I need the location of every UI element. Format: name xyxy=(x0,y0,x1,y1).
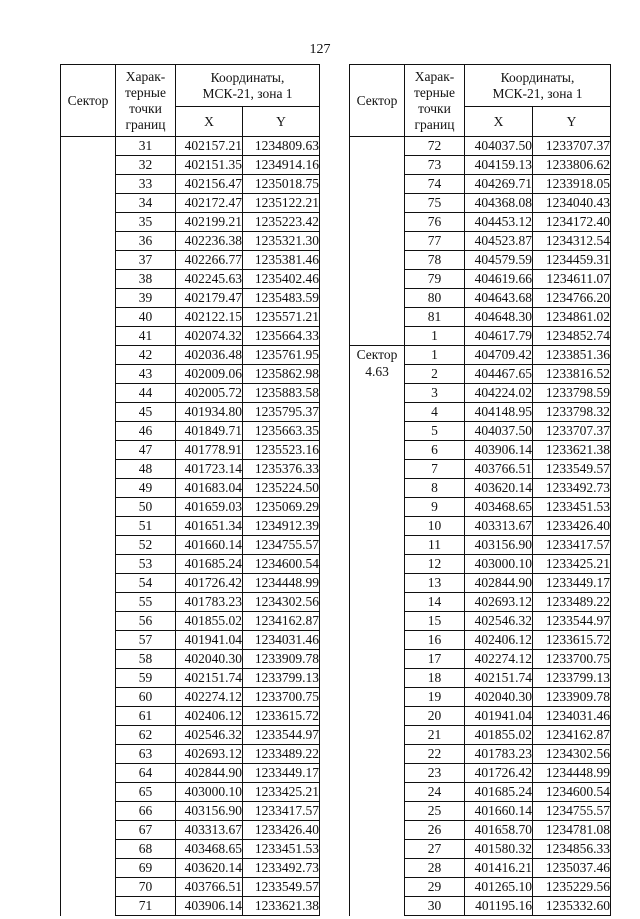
coord-x: 402274.12 xyxy=(176,688,243,707)
coord-x: 401941.04 xyxy=(176,631,243,650)
point-number: 57 xyxy=(116,631,176,650)
header-line: Координаты, xyxy=(500,69,575,85)
header-coordinates xyxy=(176,65,320,107)
coord-x: 402236.38 xyxy=(176,232,243,251)
header-line: точки xyxy=(129,100,162,116)
coord-y: 1233918.05 xyxy=(533,175,611,194)
header-coordinates xyxy=(465,65,611,107)
coord-y: 1235037.46 xyxy=(533,859,611,878)
coord-y: 1233700.75 xyxy=(243,688,320,707)
coord-x: 401941.04 xyxy=(465,707,533,726)
coord-y: 1234781.08 xyxy=(533,821,611,840)
coord-x: 402199.21 xyxy=(176,213,243,232)
header-characteristic-points xyxy=(405,65,465,137)
coord-x: 404159.13 xyxy=(465,156,533,175)
coord-y: 1235862.98 xyxy=(243,365,320,384)
point-number: 19 xyxy=(405,688,465,707)
coord-x: 402844.90 xyxy=(176,764,243,783)
coord-x: 401651.34 xyxy=(176,517,243,536)
coord-y: 1233707.37 xyxy=(533,137,611,156)
coord-y: 1234448.99 xyxy=(243,574,320,593)
sector-cell xyxy=(350,346,405,916)
point-number: 8 xyxy=(405,479,465,498)
coord-x: 403313.67 xyxy=(176,821,243,840)
coord-y: 1233492.73 xyxy=(243,859,320,878)
coord-y: 1233544.97 xyxy=(243,726,320,745)
point-number: 31 xyxy=(116,137,176,156)
coord-y: 1235664.33 xyxy=(243,327,320,346)
coord-y: 1235795.37 xyxy=(243,403,320,422)
header-line: терные xyxy=(125,84,166,100)
coord-y: 1233449.17 xyxy=(243,764,320,783)
coord-x: 401416.21 xyxy=(465,859,533,878)
coord-x: 402156.47 xyxy=(176,175,243,194)
coord-y: 1234912.39 xyxy=(243,517,320,536)
point-number: 72 xyxy=(405,137,465,156)
header-line: Харак- xyxy=(125,68,166,84)
coord-y: 1234040.43 xyxy=(533,194,611,213)
coord-y: 1233798.32 xyxy=(533,403,611,422)
point-number: 36 xyxy=(116,232,176,251)
coord-y: 1233799.13 xyxy=(533,669,611,688)
header-characteristic-points xyxy=(116,65,176,137)
coord-x: 404224.02 xyxy=(465,384,533,403)
coord-y: 1234766.20 xyxy=(533,289,611,308)
coord-y: 1234302.56 xyxy=(243,593,320,612)
coord-y: 1233700.75 xyxy=(533,650,611,669)
header-sector: Сектор xyxy=(61,65,116,137)
point-number: 3 xyxy=(405,384,465,403)
sector-label-line: Сектор xyxy=(356,347,398,362)
table-row xyxy=(350,137,611,156)
point-number: 74 xyxy=(405,175,465,194)
coord-x: 403620.14 xyxy=(176,859,243,878)
coord-x: 403156.90 xyxy=(176,802,243,821)
header-line: МСК-21, зона 1 xyxy=(202,85,293,101)
point-number: 33 xyxy=(116,175,176,194)
header-line: точки xyxy=(418,100,451,116)
coord-x: 402157.21 xyxy=(176,137,243,156)
coord-x: 401659.03 xyxy=(176,498,243,517)
coord-y: 1235223.42 xyxy=(243,213,320,232)
coord-x: 401685.24 xyxy=(176,555,243,574)
coord-y: 1235229.56 xyxy=(533,878,611,897)
coord-y: 1234755.57 xyxy=(243,536,320,555)
coord-x: 401783.23 xyxy=(465,745,533,764)
coord-y: 1233549.57 xyxy=(533,460,611,479)
point-number: 46 xyxy=(116,422,176,441)
coord-x: 402179.47 xyxy=(176,289,243,308)
coord-x: 404148.95 xyxy=(465,403,533,422)
point-number: 32 xyxy=(116,156,176,175)
coord-y: 1233909.78 xyxy=(243,650,320,669)
point-number: 30 xyxy=(405,897,465,916)
header-line: границ xyxy=(414,116,455,132)
header-line: Харак- xyxy=(414,68,455,84)
coord-x: 403468.65 xyxy=(465,498,533,517)
point-number: 16 xyxy=(405,631,465,650)
coord-x: 402245.63 xyxy=(176,270,243,289)
coord-y: 1234856.33 xyxy=(533,840,611,859)
point-number: 40 xyxy=(116,308,176,327)
coord-x: 401660.14 xyxy=(465,802,533,821)
point-number: 43 xyxy=(116,365,176,384)
coord-y: 1234914.16 xyxy=(243,156,320,175)
coordinates-table-left xyxy=(60,64,320,916)
point-number: 38 xyxy=(116,270,176,289)
point-number: 1 xyxy=(405,327,465,346)
point-number: 42 xyxy=(116,346,176,365)
coord-y: 1234755.57 xyxy=(533,802,611,821)
coord-y: 1233806.62 xyxy=(533,156,611,175)
coord-y: 1235523.16 xyxy=(243,441,320,460)
point-number: 81 xyxy=(405,308,465,327)
sector-label-line: 4.63 xyxy=(365,364,389,379)
point-number: 52 xyxy=(116,536,176,555)
coord-x: 402266.77 xyxy=(176,251,243,270)
coord-x: 402274.12 xyxy=(465,650,533,669)
point-number: 22 xyxy=(405,745,465,764)
coord-y: 1233707.37 xyxy=(533,422,611,441)
point-number: 24 xyxy=(405,783,465,802)
point-number: 18 xyxy=(405,669,465,688)
header-y: Y xyxy=(533,107,611,137)
coord-x: 401855.02 xyxy=(176,612,243,631)
coord-y: 1233425.21 xyxy=(243,783,320,802)
coord-y: 1233909.78 xyxy=(533,688,611,707)
coord-x: 403906.14 xyxy=(465,441,533,460)
point-number: 9 xyxy=(405,498,465,517)
point-number: 13 xyxy=(405,574,465,593)
table-row xyxy=(61,137,320,156)
point-number: 39 xyxy=(116,289,176,308)
coord-y: 1234448.99 xyxy=(533,764,611,783)
coord-x: 402151.74 xyxy=(465,669,533,688)
coord-x: 403313.67 xyxy=(465,517,533,536)
coord-y: 1235224.50 xyxy=(243,479,320,498)
coord-y: 1234852.74 xyxy=(533,327,611,346)
coord-x: 403156.90 xyxy=(465,536,533,555)
coord-y: 1235883.58 xyxy=(243,384,320,403)
coord-x: 402009.06 xyxy=(176,365,243,384)
coord-x: 401778.91 xyxy=(176,441,243,460)
coord-x: 402844.90 xyxy=(465,574,533,593)
point-number: 14 xyxy=(405,593,465,612)
header-line: Координаты, xyxy=(210,69,285,85)
coord-x: 401934.80 xyxy=(176,403,243,422)
point-number: 62 xyxy=(116,726,176,745)
coord-x: 404579.59 xyxy=(465,251,533,270)
coord-y: 1235761.95 xyxy=(243,346,320,365)
point-number: 79 xyxy=(405,270,465,289)
coord-y: 1233799.13 xyxy=(243,669,320,688)
coord-y: 1233492.73 xyxy=(533,479,611,498)
point-number: 10 xyxy=(405,517,465,536)
coord-y: 1233621.38 xyxy=(533,441,611,460)
coord-x: 403468.65 xyxy=(176,840,243,859)
point-number: 70 xyxy=(116,878,176,897)
coord-x: 404269.71 xyxy=(465,175,533,194)
coord-x: 402693.12 xyxy=(176,745,243,764)
point-number: 25 xyxy=(405,802,465,821)
point-number: 15 xyxy=(405,612,465,631)
point-number: 69 xyxy=(116,859,176,878)
coord-y: 1235018.75 xyxy=(243,175,320,194)
coord-x: 403000.10 xyxy=(465,555,533,574)
point-number: 76 xyxy=(405,213,465,232)
header-line: границ xyxy=(125,116,166,132)
coord-x: 404037.50 xyxy=(465,137,533,156)
coord-y: 1235483.59 xyxy=(243,289,320,308)
coord-y: 1233798.59 xyxy=(533,384,611,403)
coord-y: 1234312.54 xyxy=(533,232,611,251)
sector-cell xyxy=(61,137,116,916)
coord-x: 402122.15 xyxy=(176,308,243,327)
coord-x: 401726.42 xyxy=(465,764,533,783)
coord-x: 404617.79 xyxy=(465,327,533,346)
coord-y: 1235069.29 xyxy=(243,498,320,517)
coord-y: 1235321.30 xyxy=(243,232,320,251)
point-number: 55 xyxy=(116,593,176,612)
coord-x: 404523.87 xyxy=(465,232,533,251)
coord-y: 1234302.56 xyxy=(533,745,611,764)
point-number: 65 xyxy=(116,783,176,802)
point-number: 67 xyxy=(116,821,176,840)
coord-y: 1235402.46 xyxy=(243,270,320,289)
point-number: 66 xyxy=(116,802,176,821)
coord-y: 1234600.54 xyxy=(243,555,320,574)
point-number: 60 xyxy=(116,688,176,707)
point-number: 48 xyxy=(116,460,176,479)
point-number: 58 xyxy=(116,650,176,669)
coord-x: 404453.12 xyxy=(465,213,533,232)
header-x: X xyxy=(176,107,243,137)
point-number: 49 xyxy=(116,479,176,498)
point-number: 51 xyxy=(116,517,176,536)
point-number: 54 xyxy=(116,574,176,593)
coord-x: 404467.65 xyxy=(465,365,533,384)
table-row xyxy=(350,346,611,365)
coord-x: 401855.02 xyxy=(465,726,533,745)
coord-x: 401726.42 xyxy=(176,574,243,593)
coord-y: 1233851.36 xyxy=(533,346,611,365)
point-number: 68 xyxy=(116,840,176,859)
point-number: 35 xyxy=(116,213,176,232)
coord-y: 1233451.53 xyxy=(243,840,320,859)
point-number: 2 xyxy=(405,365,465,384)
coord-x: 403906.14 xyxy=(176,897,243,916)
coord-x: 402005.72 xyxy=(176,384,243,403)
point-number: 77 xyxy=(405,232,465,251)
point-number: 56 xyxy=(116,612,176,631)
point-number: 47 xyxy=(116,441,176,460)
coord-x: 401265.10 xyxy=(465,878,533,897)
coord-y: 1233417.57 xyxy=(243,802,320,821)
coord-y: 1233426.40 xyxy=(533,517,611,536)
point-number: 44 xyxy=(116,384,176,403)
point-number: 78 xyxy=(405,251,465,270)
coord-y: 1233451.53 xyxy=(533,498,611,517)
coord-y: 1233816.52 xyxy=(533,365,611,384)
coord-y: 1233549.57 xyxy=(243,878,320,897)
coord-y: 1233426.40 xyxy=(243,821,320,840)
sector-cell xyxy=(350,137,405,346)
point-number: 7 xyxy=(405,460,465,479)
coord-x: 402151.74 xyxy=(176,669,243,688)
table-header xyxy=(350,65,611,137)
point-number: 29 xyxy=(405,878,465,897)
coord-y: 1233621.38 xyxy=(243,897,320,916)
point-number: 34 xyxy=(116,194,176,213)
point-number: 59 xyxy=(116,669,176,688)
coord-y: 1235376.33 xyxy=(243,460,320,479)
coord-y: 1235381.46 xyxy=(243,251,320,270)
point-number: 63 xyxy=(116,745,176,764)
header-y: Y xyxy=(243,107,320,137)
point-number: 5 xyxy=(405,422,465,441)
coord-y: 1235332.60 xyxy=(533,897,611,916)
coord-x: 402074.32 xyxy=(176,327,243,346)
coord-y: 1234600.54 xyxy=(533,783,611,802)
coord-y: 1233417.57 xyxy=(533,536,611,555)
coord-x: 401685.24 xyxy=(465,783,533,802)
coord-y: 1234459.31 xyxy=(533,251,611,270)
coord-y: 1233425.21 xyxy=(533,555,611,574)
coord-y: 1234172.40 xyxy=(533,213,611,232)
page-number: 127 xyxy=(309,42,331,57)
coord-x: 404037.50 xyxy=(465,422,533,441)
coordinates-table-right xyxy=(349,64,611,916)
point-number: 17 xyxy=(405,650,465,669)
point-number: 12 xyxy=(405,555,465,574)
coord-y: 1233544.97 xyxy=(533,612,611,631)
coord-y: 1234861.02 xyxy=(533,308,611,327)
point-number: 20 xyxy=(405,707,465,726)
point-number: 61 xyxy=(116,707,176,726)
point-number: 11 xyxy=(405,536,465,555)
header-sector: Сектор xyxy=(350,65,405,137)
point-number: 80 xyxy=(405,289,465,308)
coord-y: 1235571.21 xyxy=(243,308,320,327)
coord-x: 401849.71 xyxy=(176,422,243,441)
coord-x: 401683.04 xyxy=(176,479,243,498)
coord-y: 1234031.46 xyxy=(533,707,611,726)
point-number: 4 xyxy=(405,403,465,422)
coord-y: 1234162.87 xyxy=(533,726,611,745)
point-number: 71 xyxy=(116,897,176,916)
coord-x: 402036.48 xyxy=(176,346,243,365)
coord-x: 403000.10 xyxy=(176,783,243,802)
header-line: терные xyxy=(414,84,455,100)
table-body xyxy=(61,137,320,916)
coord-x: 402172.47 xyxy=(176,194,243,213)
coord-y: 1234031.46 xyxy=(243,631,320,650)
coord-x: 402693.12 xyxy=(465,593,533,612)
coord-x: 404619.66 xyxy=(465,270,533,289)
coord-x: 403766.51 xyxy=(176,878,243,897)
point-number: 64 xyxy=(116,764,176,783)
coord-x: 402406.12 xyxy=(465,631,533,650)
coord-x: 404643.68 xyxy=(465,289,533,308)
coord-x: 403766.51 xyxy=(465,460,533,479)
point-number: 53 xyxy=(116,555,176,574)
coord-y: 1234611.07 xyxy=(533,270,611,289)
coord-y: 1233615.72 xyxy=(243,707,320,726)
table-body xyxy=(350,137,611,916)
point-number: 21 xyxy=(405,726,465,745)
coord-x: 402546.32 xyxy=(176,726,243,745)
point-number: 23 xyxy=(405,764,465,783)
coord-x: 401658.70 xyxy=(465,821,533,840)
table-header xyxy=(61,65,320,137)
coord-x: 401195.16 xyxy=(465,897,533,916)
point-number: 26 xyxy=(405,821,465,840)
point-number: 37 xyxy=(116,251,176,270)
coord-x: 404709.42 xyxy=(465,346,533,365)
coord-x: 402546.32 xyxy=(465,612,533,631)
point-number: 1 xyxy=(405,346,465,365)
coord-x: 402040.30 xyxy=(176,650,243,669)
coord-x: 401580.32 xyxy=(465,840,533,859)
point-number: 28 xyxy=(405,859,465,878)
coord-y: 1235122.21 xyxy=(243,194,320,213)
point-number: 73 xyxy=(405,156,465,175)
coord-x: 404648.30 xyxy=(465,308,533,327)
point-number: 27 xyxy=(405,840,465,859)
coord-x: 402151.35 xyxy=(176,156,243,175)
coord-y: 1234162.87 xyxy=(243,612,320,631)
point-number: 50 xyxy=(116,498,176,517)
coord-x: 403620.14 xyxy=(465,479,533,498)
coord-x: 401783.23 xyxy=(176,593,243,612)
point-number: 6 xyxy=(405,441,465,460)
coord-y: 1235663.35 xyxy=(243,422,320,441)
header-line: МСК-21, зона 1 xyxy=(492,85,583,101)
coord-y: 1233489.22 xyxy=(533,593,611,612)
coord-x: 402040.30 xyxy=(465,688,533,707)
coord-y: 1234809.63 xyxy=(243,137,320,156)
coord-x: 401660.14 xyxy=(176,536,243,555)
coord-x: 401723.14 xyxy=(176,460,243,479)
point-number: 75 xyxy=(405,194,465,213)
coord-y: 1233449.17 xyxy=(533,574,611,593)
header-x: X xyxy=(465,107,533,137)
coord-y: 1233489.22 xyxy=(243,745,320,764)
point-number: 45 xyxy=(116,403,176,422)
point-number: 41 xyxy=(116,327,176,346)
coord-y: 1233615.72 xyxy=(533,631,611,650)
coord-x: 404368.08 xyxy=(465,194,533,213)
coord-x: 402406.12 xyxy=(176,707,243,726)
